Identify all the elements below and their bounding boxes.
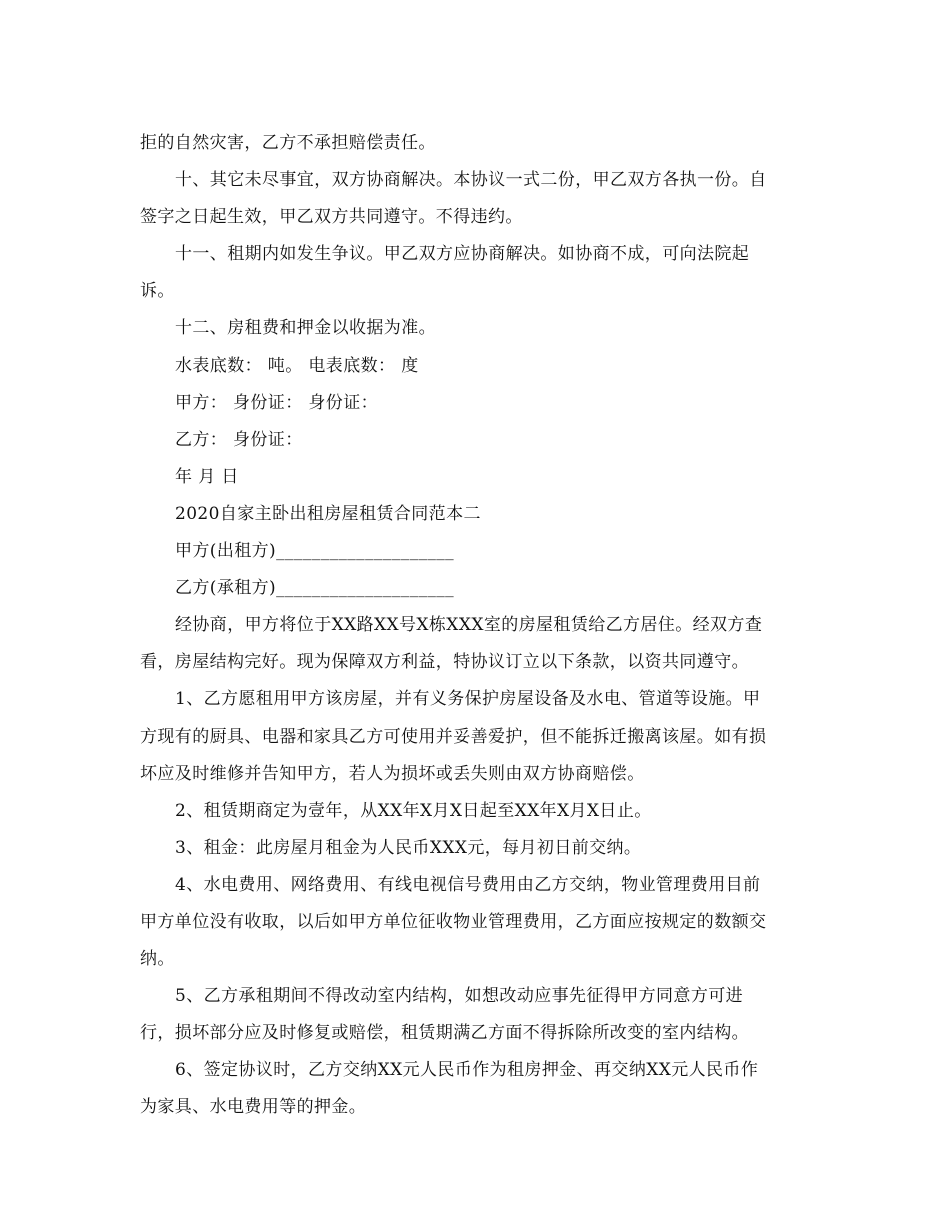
text-line: 甲方单位没有收取，以后如甲方单位征收物业管理费用，乙方面应按规定的数额交 [140,911,767,932]
party-a-signature-line: 甲方： 身份证： 身份证： [175,392,379,413]
clause-5-line: 5、乙方承租期间不得改动室内结构，如想改动应事先征得甲方同意方可进 [175,986,744,1007]
text-line: 诉。 [140,281,175,302]
landlord-line: 甲方(出租方)____________________ [175,541,455,562]
clause-10-line: 十、其它未尽事宜，双方协商解决。本协议一式二份，甲乙双方各执一份。自 [175,170,767,191]
clause-12-line: 十二、房租费和押金以收据为准。 [175,318,436,339]
clause-2-line: 2、租赁期商定为壹年，从XX年X月X日起至XX年X月X日止。 [175,800,652,821]
text-line: 纳。 [140,949,175,970]
clause-1-line: 1、乙方愿租用甲方该房屋，并有义务保护房屋设备及水电、管道等设施。甲 [175,689,761,710]
clause-11-line: 十一、租期内如发生争议。甲乙双方应协商解决。如协商不成，可向法院起 [175,244,750,265]
text-line: 行，损坏部分应及时修复或赔偿，租赁期满乙方面不得拆除所改变的室内结构。 [140,1023,749,1044]
text-line: 看，房屋结构完好。现为保障双方利益，特协议订立以下条款，以资共同遵守。 [140,652,749,673]
clause-6-line: 6、签定协议时，乙方交纳XX元人民币作为租房押金、再交纳XX元人民币作 [175,1060,759,1081]
text-line: 方现有的厨具、电器和家具乙方可使用并妥善爱护，但不能拆迁搬离该屋。如有损 [140,726,767,747]
document-body [140,125,820,1127]
text-line: 坏应及时维修并告知甲方，若人为损坏或丢失则由双方协商赔偿。 [140,763,645,784]
text-line: 签字之日起生效，甲乙双方共同遵守。不得违约。 [140,207,523,228]
preamble-line: 经协商，甲方将位于XX路XX号X栋XXX室的房屋租赁给乙方居住。经双方查 [175,615,763,636]
meter-readings-line: 水表底数： 吨。 电表底数： 度 [175,355,419,376]
party-b-signature-line: 乙方： 身份证： [175,429,303,450]
tenant-line: 乙方(承租方)____________________ [175,578,455,599]
clause-4-line: 4、水电费用、网络费用、有线电视信号费用由乙方交纳，物业管理费用目前 [175,874,761,895]
text-line: 为家具、水电费用等的押金。 [140,1097,367,1118]
text-line: 拒的自然灾害，乙方不承担赔偿责任。 [140,133,436,153]
date-line: 年 月 日 [175,466,239,487]
clause-3-line: 3、租金：此房屋月租金为人民币XXX元，每月初日前交纳。 [175,837,642,858]
contract-title: 2020自家主卧出租房屋租赁合同范本二 [175,503,481,524]
